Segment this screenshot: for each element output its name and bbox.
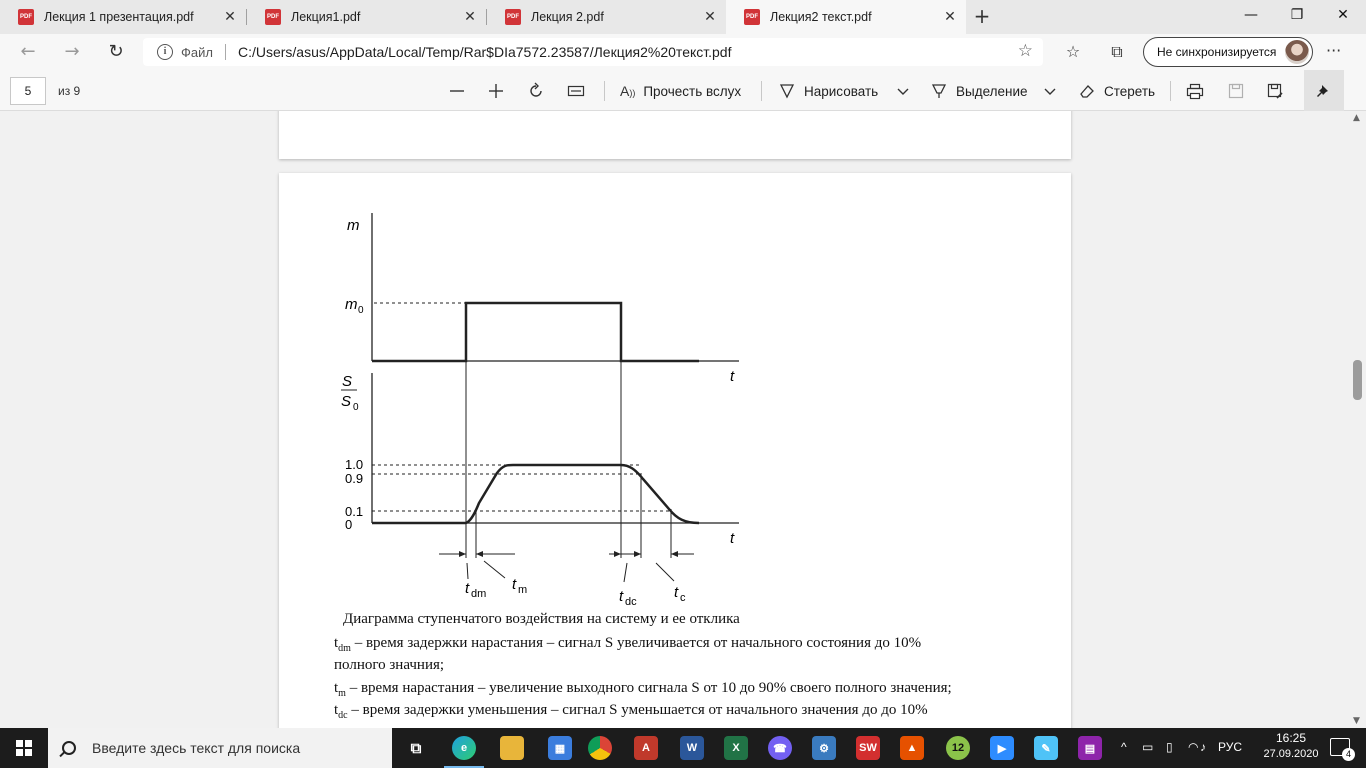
highlight-label: Выделение bbox=[956, 83, 1028, 99]
pin-icon bbox=[1316, 83, 1332, 99]
back-button[interactable]: ← bbox=[20, 41, 36, 62]
highlight-options-dropdown[interactable] bbox=[1043, 80, 1057, 102]
save-as-icon bbox=[1266, 82, 1284, 100]
definition-text: полного значния; bbox=[334, 657, 445, 673]
tdc-arrowhead-right bbox=[634, 551, 641, 557]
y-label-0-9: 0.9 bbox=[345, 471, 364, 486]
save-icon bbox=[1227, 82, 1245, 100]
word-icon[interactable]: W bbox=[680, 736, 704, 760]
definition-subscript: m bbox=[338, 688, 346, 699]
erase-button[interactable] bbox=[1078, 80, 1155, 102]
paint-icon[interactable]: ✎ bbox=[1034, 736, 1058, 760]
definition-tdm bbox=[334, 635, 921, 654]
rotate-icon bbox=[527, 82, 545, 100]
zoom-out-button[interactable] bbox=[448, 80, 466, 102]
tab-strip bbox=[0, 0, 1366, 34]
clock-date: 27.09.2020 bbox=[1263, 748, 1319, 760]
tab-title: Лекция 2.pdf bbox=[531, 10, 604, 24]
tc-leader bbox=[656, 563, 674, 581]
definition-tm bbox=[334, 680, 952, 699]
tab-lecture1[interactable] bbox=[247, 0, 486, 34]
tray-expand-icon[interactable]: ^ bbox=[1121, 740, 1127, 754]
tab-lecture2-text[interactable] bbox=[726, 0, 966, 34]
erase-label: Стереть bbox=[1104, 83, 1156, 99]
tdm-leader bbox=[467, 563, 468, 579]
info-icon[interactable]: i bbox=[157, 44, 173, 60]
battery-icon[interactable]: ▯ bbox=[1166, 740, 1173, 754]
input-step-signal bbox=[372, 303, 699, 361]
definition-text: – время нарастания – увеличение выходного сигнала S от 10 до 90% своего полного значения; bbox=[345, 680, 952, 696]
address-bar bbox=[0, 34, 1366, 70]
zoom-icon[interactable]: ▶ bbox=[990, 736, 1014, 760]
scroll-down-icon[interactable]: ▼ bbox=[1353, 716, 1360, 726]
close-window-button[interactable]: ✕ bbox=[1337, 7, 1349, 23]
tm-arrowhead bbox=[476, 551, 483, 557]
refresh-button[interactable]: ↻ bbox=[108, 41, 124, 62]
acrobat-icon[interactable]: A bbox=[634, 736, 658, 760]
file-label: Файл bbox=[181, 44, 213, 60]
taskbar bbox=[0, 728, 1366, 768]
pdf-file-icon: PDF bbox=[265, 9, 281, 25]
volume-icon[interactable]: ♪ bbox=[1200, 740, 1206, 754]
tab-lecture1-presentation[interactable] bbox=[0, 0, 246, 34]
toolbar-separator bbox=[761, 81, 762, 101]
figure-caption: Диаграмма ступенчатого воздействия на систему и ее отклика bbox=[343, 611, 740, 627]
t-axis-bottom-label: t bbox=[730, 530, 735, 547]
page-total: из 9 bbox=[58, 84, 81, 98]
minimize-button[interactable]: — bbox=[1244, 7, 1258, 23]
taskbar-search[interactable] bbox=[48, 728, 392, 768]
m-axis-label: m bbox=[347, 217, 360, 234]
url-separator bbox=[225, 44, 226, 60]
pdf-viewer[interactable] bbox=[0, 111, 1349, 728]
draw-button[interactable] bbox=[778, 80, 878, 102]
fit-page-button[interactable] bbox=[567, 80, 585, 102]
definition-subscript: dm bbox=[338, 643, 351, 654]
pen-icon bbox=[778, 82, 796, 100]
tdc-arrowhead-left bbox=[614, 551, 621, 557]
windows-logo-icon bbox=[16, 740, 32, 756]
save-as-button[interactable] bbox=[1266, 80, 1284, 102]
tab-lecture2[interactable] bbox=[487, 0, 726, 34]
tab-title: Лекция 1 презентация.pdf bbox=[44, 10, 194, 24]
scroll-thumb[interactable] bbox=[1353, 360, 1362, 400]
pdf-file-icon: PDF bbox=[505, 9, 521, 25]
tc-label: t bbox=[674, 584, 679, 601]
tab-title: Лекция1.pdf bbox=[291, 10, 361, 24]
winrar-icon[interactable]: ▤ bbox=[1078, 736, 1102, 760]
toolbar-separator bbox=[604, 81, 605, 101]
ratio-denominator: S bbox=[341, 393, 352, 410]
tm-label-sub: m bbox=[518, 584, 528, 596]
avatar bbox=[1285, 40, 1309, 64]
clock-time: 16:25 bbox=[1275, 731, 1307, 745]
m0-label: m bbox=[345, 296, 358, 313]
close-icon[interactable]: ✕ bbox=[464, 9, 476, 25]
tab-title: Лекция2 текст.pdf bbox=[770, 10, 872, 24]
matlab-icon[interactable]: ▲ bbox=[900, 736, 924, 760]
search-placeholder: Введите здесь текст для поиска bbox=[92, 740, 301, 756]
y-label-1-0: 1.0 bbox=[345, 457, 364, 472]
highlight-button[interactable] bbox=[930, 80, 1028, 102]
chevron-down-icon bbox=[1043, 84, 1057, 98]
tc-arrowhead bbox=[671, 551, 678, 557]
new-tab-button[interactable]: + bbox=[973, 4, 991, 28]
network-icon[interactable]: ▭ bbox=[1142, 740, 1154, 754]
edge-icon[interactable]: e bbox=[452, 736, 476, 760]
toolbar-separator bbox=[1170, 81, 1171, 101]
search-icon bbox=[62, 741, 76, 755]
clock[interactable] bbox=[1258, 731, 1324, 760]
pdf-toolbar bbox=[0, 70, 1366, 111]
wifi-icon[interactable]: ◠ bbox=[1188, 740, 1199, 754]
tdc-label: t bbox=[619, 588, 624, 605]
scroll-up-icon[interactable]: ▲ bbox=[1353, 113, 1360, 123]
store-icon[interactable]: ▦ bbox=[548, 736, 572, 760]
collections-icon[interactable]: ⧉ bbox=[1111, 42, 1123, 61]
ratio-numerator: S bbox=[342, 373, 353, 390]
chevron-down-icon bbox=[896, 84, 910, 98]
definition-subscript: dc bbox=[338, 710, 348, 721]
file-explorer-icon[interactable] bbox=[500, 736, 524, 760]
app-gear-icon[interactable]: ⚙ bbox=[812, 736, 836, 760]
url-field[interactable] bbox=[143, 38, 1043, 66]
language-indicator[interactable]: РУС bbox=[1218, 740, 1243, 754]
start-button[interactable] bbox=[0, 728, 48, 768]
y-label-0-1: 0.1 bbox=[345, 504, 364, 519]
tdc-label-sub: dc bbox=[625, 596, 637, 608]
definition-symbol: t bbox=[334, 680, 339, 696]
definition-symbol: t bbox=[334, 702, 339, 718]
pin-toolbar-button[interactable] bbox=[1304, 70, 1344, 111]
star-icon[interactable]: ☆ bbox=[1017, 41, 1033, 61]
notification-count: 4 bbox=[1342, 748, 1355, 761]
close-icon[interactable]: ✕ bbox=[224, 9, 236, 25]
vertical-scrollbar[interactable] bbox=[1349, 111, 1366, 728]
excel-icon[interactable]: X bbox=[724, 736, 748, 760]
tdm-label-sub: dm bbox=[471, 588, 487, 600]
page-number-input[interactable]: 5 bbox=[10, 77, 46, 105]
close-icon[interactable]: ✕ bbox=[944, 9, 956, 25]
step-response-diagram bbox=[279, 173, 1071, 613]
tdm-arrowhead bbox=[459, 551, 466, 557]
read-aloud-button[interactable] bbox=[620, 80, 741, 102]
definition-tdc bbox=[334, 702, 928, 721]
ratio-denominator-sub: 0 bbox=[353, 402, 359, 413]
print-button[interactable] bbox=[1186, 80, 1204, 102]
m0-label-sub: 0 bbox=[358, 305, 364, 316]
read-aloud-icon: A)) bbox=[620, 83, 636, 99]
eraser-icon bbox=[1078, 82, 1096, 100]
read-aloud-label: Прочесть вслух bbox=[643, 83, 742, 99]
fit-width-icon bbox=[567, 82, 585, 100]
definition-text: – время задержки уменьшения – сигнал S уменьшается от начального значения до до 10% bbox=[347, 702, 928, 718]
rotate-button[interactable] bbox=[527, 80, 545, 102]
draw-options-dropdown[interactable] bbox=[896, 80, 910, 102]
more-options-icon[interactable]: ··· bbox=[1326, 41, 1342, 60]
highlighter-icon bbox=[930, 82, 948, 100]
tm-leader bbox=[484, 561, 505, 578]
pdf-file-icon: PDF bbox=[18, 9, 34, 25]
zoom-in-button[interactable] bbox=[487, 80, 505, 102]
definition-symbol: t bbox=[334, 635, 339, 651]
plus-icon bbox=[487, 82, 505, 100]
tdm-label: t bbox=[465, 580, 470, 597]
notification-center-icon[interactable] bbox=[1330, 738, 1351, 759]
pdf-file-icon: PDF bbox=[744, 9, 760, 25]
maximize-button[interactable]: ❐ bbox=[1290, 7, 1304, 23]
favorites-icon[interactable]: ☆ bbox=[1065, 42, 1081, 61]
minus-icon bbox=[448, 82, 466, 100]
pdf-page-5 bbox=[279, 173, 1071, 728]
tm-label: t bbox=[512, 576, 517, 593]
viber-icon[interactable]: ☎ bbox=[768, 736, 792, 760]
sync-label: Не синхронизируется bbox=[1157, 45, 1277, 59]
draw-label: Нарисовать bbox=[804, 83, 879, 99]
forward-button[interactable]: → bbox=[64, 41, 80, 62]
solidworks-icon[interactable]: SW bbox=[856, 736, 880, 760]
url-text[interactable]: C:/Users/asus/AppData/Local/Temp/Rar$DIa7572.23587/Лекция2%20текст.pdf bbox=[237, 44, 732, 60]
tc-label-sub: c bbox=[680, 592, 686, 604]
pdf-page-4 bbox=[279, 111, 1071, 159]
definition-text: – время задержки нарастания – сигнал S увеличивается от начального состояния до 10% bbox=[350, 635, 922, 651]
chrome-icon[interactable] bbox=[588, 736, 612, 760]
task-view-icon[interactable]: ⧉ bbox=[410, 739, 422, 757]
save-button[interactable] bbox=[1227, 80, 1245, 102]
y-label-0: 0 bbox=[345, 517, 353, 532]
t-axis-top-label: t bbox=[730, 368, 735, 385]
close-icon[interactable]: ✕ bbox=[704, 9, 716, 25]
profile-sync-button[interactable] bbox=[1143, 37, 1313, 67]
tdc-leader bbox=[624, 563, 627, 582]
badge-app-icon[interactable]: 12 bbox=[946, 736, 970, 760]
definition-continuation bbox=[334, 657, 444, 674]
printer-icon bbox=[1186, 82, 1204, 100]
